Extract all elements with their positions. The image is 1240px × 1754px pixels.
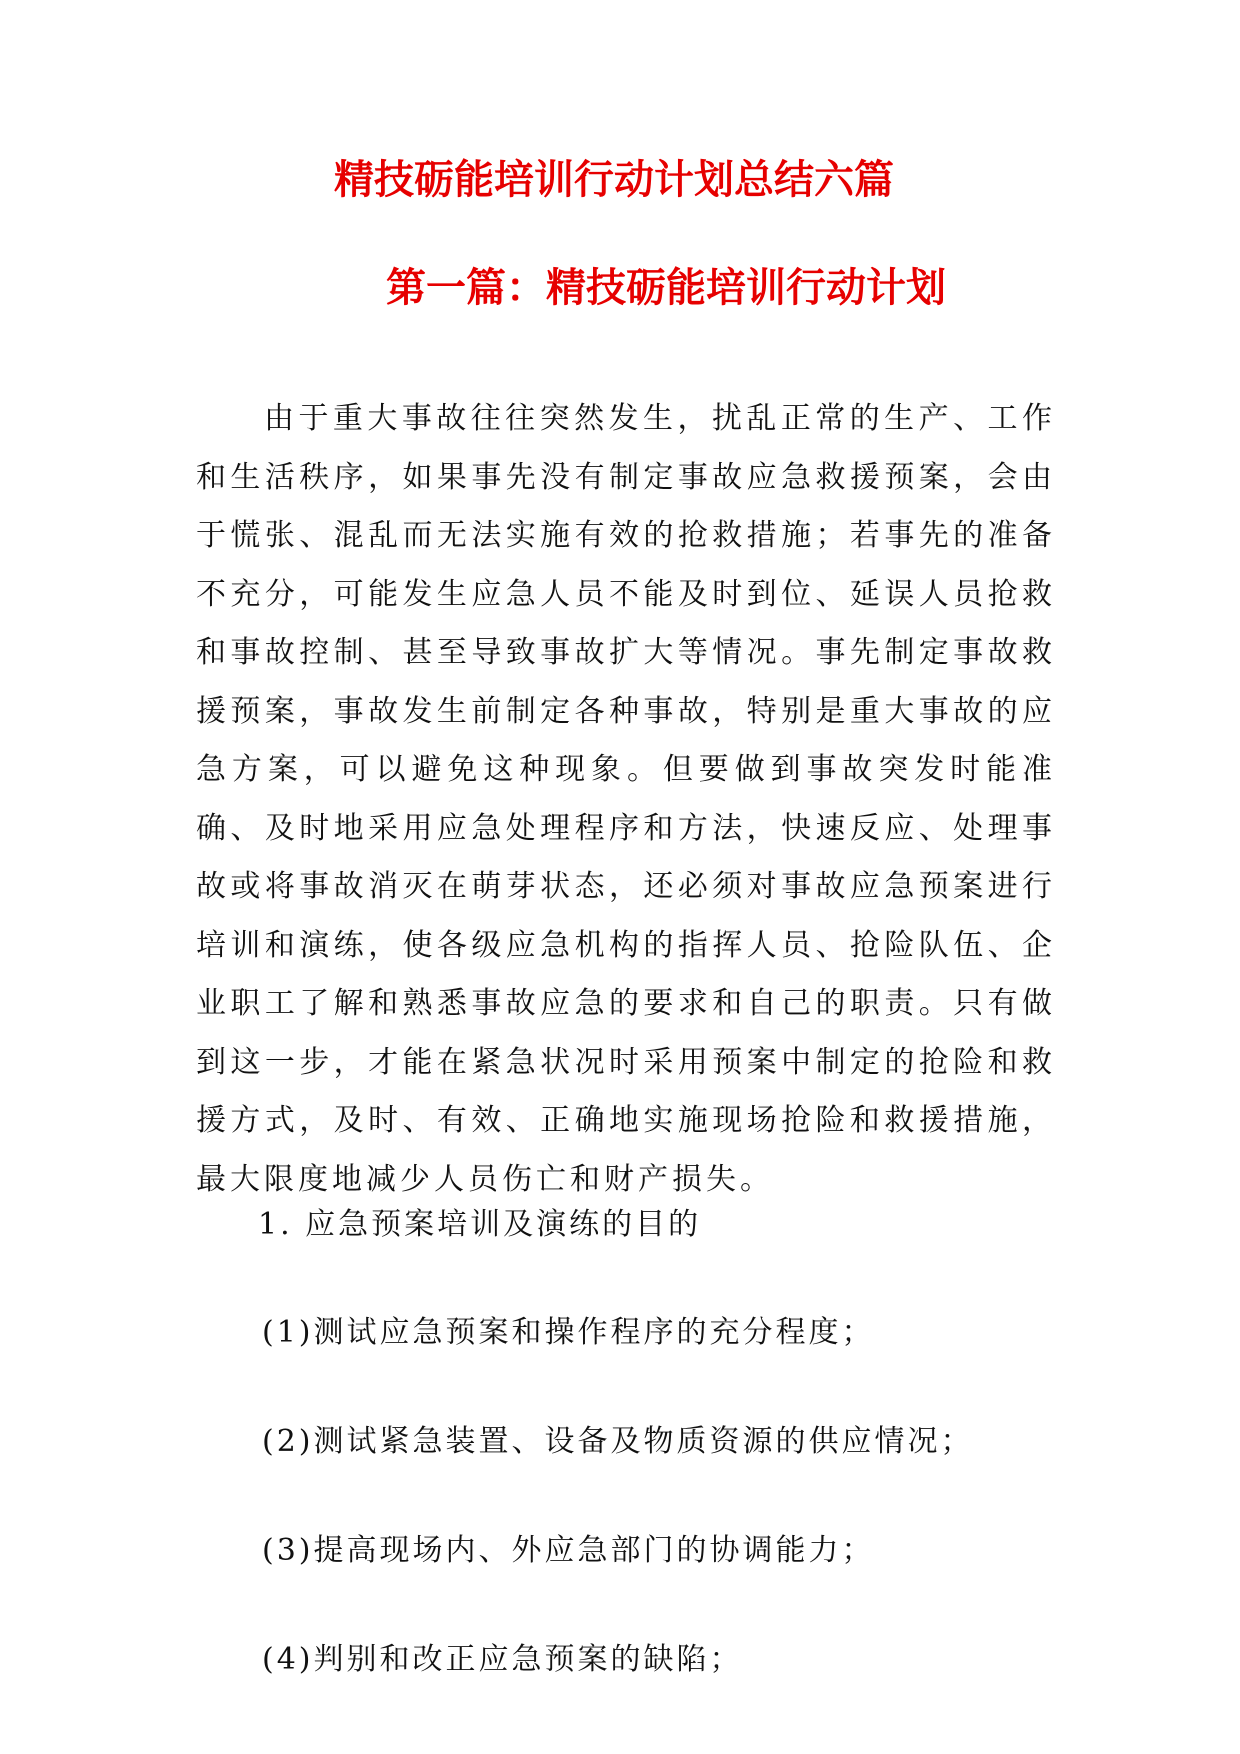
list-item: (1)测试应急预案和操作程序的充分程度； xyxy=(262,1315,875,1350)
section-title: 第一篇：精技砺能培训行动计划 xyxy=(386,264,946,311)
list-heading: 1. 应急预案培训及演练的目的 xyxy=(258,1207,702,1242)
list-item: (2)测试紧急装置、设备及物质资源的供应情况； xyxy=(262,1424,974,1459)
list-item: (3)提高现场内、外应急部门的协调能力； xyxy=(262,1533,875,1568)
document-title: 精技砺能培训行动计划总结六篇 xyxy=(334,156,894,203)
body-paragraph: 由于重大事故往往突然发生，扰乱正常的生产、工作和生活秩序，如果事先没有制定事故应急救援预案，会由于慌张、混乱而无法实施有效的抢救措施；若事先的准备不充分，可能发生应急人员不能及时到位、延误人员抢救和事故控制、甚至导致事故扩大等情况。事先制定事故救援预案，事故发生前制定各种事故，特别是重大事故的应急方案，可以避免这种现象。但要做到事故突发时能准确、及时地采用应急处理程序和方法，快速反应、处理事故或将事故消灭在萌芽状态，还必须对事故应急预案进行培训和演练，使各级应急机构的指挥人员、抢险队伍、企业职工了解和熟悉事故应急的要求和自己的职责。只有做到这一步，才能在紧急状况时采用预案中制定的抢险和救援方式，及时、有效、正确地实施现场抢险和救援措施，最大限度地减少人员伤亡和财产损失。 xyxy=(196,401,1056,1197)
list-item: (4)判别和改正应急预案的缺陷； xyxy=(262,1642,743,1677)
